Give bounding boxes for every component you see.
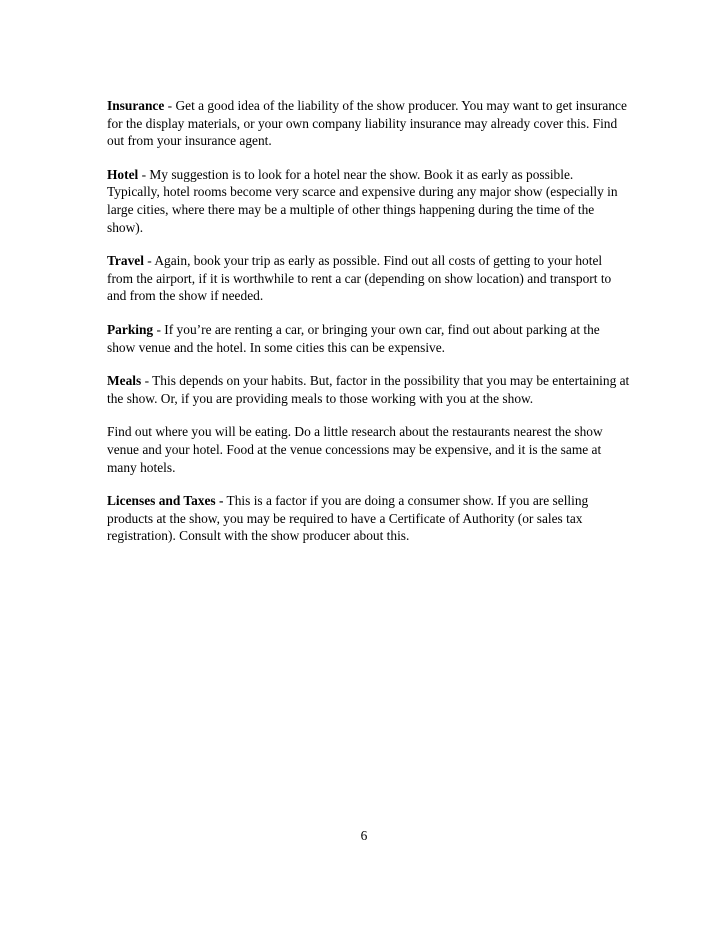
- paragraph-hotel: [107, 166, 637, 236]
- paragraph-text: - If you’re are renting a car, or bringing your own car, find out about parking at the: [153, 321, 600, 337]
- term-heading: Insurance: [107, 98, 165, 113]
- page-body: [107, 97, 637, 561]
- paragraph-line: Typically, hotel rooms become very scarce and expensive during any major show (especially in: [107, 184, 618, 200]
- paragraph-text: - Again, book your trip as early as possible. Find out all costs of getting to your hotel: [143, 253, 603, 269]
- paragraph-line: large cities, where there may be a multiple of other things happening during the time of the: [107, 201, 595, 217]
- paragraph-eating: [107, 423, 637, 476]
- paragraph-line: many hotels.: [107, 459, 176, 475]
- paragraph-travel: [107, 252, 637, 305]
- term-heading: Hotel: [107, 166, 139, 182]
- paragraph-line: venue and your hotel. Food at the venue concessions may be expensive, and it is the same at: [107, 441, 602, 457]
- paragraph-line: registration). Consult with the show producer about this.: [107, 528, 410, 544]
- paragraph-insurance: [107, 97, 637, 150]
- paragraph-line: products at the show, you may be required to have a Certificate of Authority (or sales tax: [107, 510, 583, 526]
- term-heading: Licenses and Taxes -: [107, 493, 224, 509]
- paragraph-meals: [107, 372, 637, 407]
- term-heading: Meals: [107, 373, 142, 389]
- paragraph-line: out from your insurance agent.: [107, 133, 272, 149]
- term-heading: Parking: [107, 321, 154, 337]
- paragraph-text: - This depends on your habits. But, factor in the possibility that you may be entertaining at: [141, 373, 630, 389]
- paragraph-text: - Get a good idea of the liability of the show producer. You may want to get insurance: [164, 98, 627, 113]
- paragraph-line: show venue and the hotel. In some cities this can be expensive.: [107, 339, 446, 355]
- paragraph-line: Find out where you will be eating. Do a little research about the restaurants nearest the show: [107, 424, 603, 440]
- page-number: 6: [360, 828, 368, 843]
- paragraph-line: for the display materials, or your own company liability insurance may already cover this. Find: [107, 115, 618, 131]
- paragraph-line: show).: [107, 219, 144, 235]
- paragraph-line: [107, 252, 637, 270]
- paragraph-line: [107, 166, 637, 184]
- paragraph-text: This is a factor if you are doing a consumer show. If you are selling: [223, 493, 589, 509]
- paragraph-line: [107, 321, 637, 339]
- paragraph-licenses-taxes: [107, 492, 637, 545]
- paragraph-text: - My suggestion is to look for a hotel near the show. Book it as early as possible.: [138, 166, 574, 182]
- paragraph-parking: [107, 321, 637, 356]
- paragraph-line: and from the show if needed.: [107, 288, 264, 304]
- paragraph-line: the show. Or, if you are providing meals to those working with you at the show.: [107, 390, 534, 406]
- paragraph-line: [107, 97, 637, 115]
- paragraph-line: [107, 372, 637, 390]
- paragraph-line: from the airport, if it is worthwhile to rent a car (depending on show location) and transport to: [107, 270, 612, 286]
- term-heading: Travel: [107, 253, 144, 269]
- paragraph-line: [107, 492, 637, 510]
